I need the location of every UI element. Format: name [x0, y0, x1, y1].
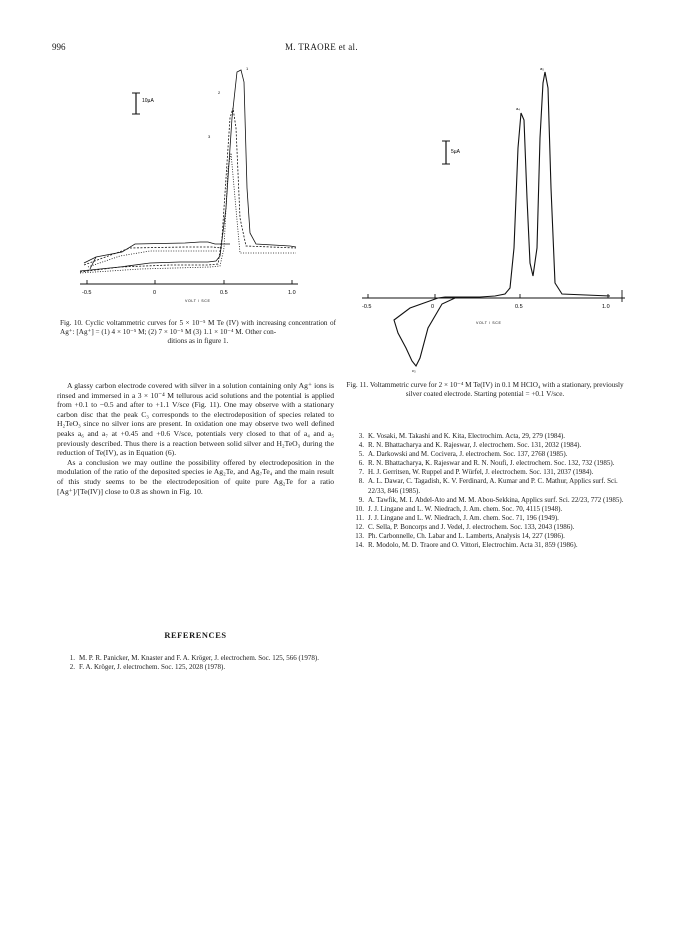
fig11-x-tick-4: 1.0 — [602, 304, 610, 310]
fig11-x-tick-2: 0 — [431, 304, 435, 310]
reference-item — [346, 514, 626, 523]
reference-item — [346, 541, 626, 550]
fig10-x-tick-2: 0 — [153, 290, 157, 296]
reference-number: 3. — [358, 432, 364, 440]
fig11-scale-bar — [442, 141, 461, 164]
reference-item — [346, 468, 626, 477]
fig11-caption: Fig. 11. Voltammetric curve for 2 × 10⁻⁴ M Te(IV) in 0.1 M HClO₄ with a stationary, previously silver coated electrode. Starting potential = +0.1 V/sce. — [346, 381, 624, 399]
fig10-caption-line1: Fig. 10. Cyclic voltammetric curves for 5 × 10⁻⁵ M Te (IV) with increasing concentration of Ag⁺: [Ag⁺] = (1) 4 × 10⁻⁵ M; (2) 7 × 10⁻⁵ M (3) 1.1 × 10⁻⁴ M. Other con- — [60, 319, 336, 337]
fig10-curve-label-2: 2 — [218, 90, 221, 95]
reference-text: R. N. Bhattacharya, K. Rajeswar and R. N. Noufi, J. electrochem. Soc. 132, 732 (1985). — [368, 459, 615, 468]
fig11-scale-label: 5µA — [451, 149, 460, 155]
fig10-curve-label-1: 1 — [246, 66, 249, 71]
fig10-x-tick-4: 1.0 — [288, 290, 296, 296]
fig11-peak-label-a5: a₅ — [540, 66, 544, 71]
reference-item — [346, 459, 626, 468]
reference-number: 8. — [358, 477, 364, 486]
reference-text: J. J. Lingane and L. W. Niedrach, J. Am. chem. Soc. 71, 196 (1949). — [368, 513, 559, 522]
fig10-scale-bar — [132, 93, 154, 114]
reference-number: 4. — [358, 441, 364, 450]
reference-item — [346, 432, 626, 441]
reference-item — [346, 450, 626, 459]
reference-text: A. L. Dawar, C. Tagadish, K. V. Ferdinard, A. Kumar and P. C. Mathur, Applics surf. Sci. 22/33, 846 (1985). — [368, 477, 618, 495]
reference-text: A. Tawfik, M. I. Abdel-Ato and M. M. Abou-Sekkina, Applics surf. Sci. 22/23, 772 (1985). — [368, 495, 624, 504]
figure-10 — [60, 58, 340, 313]
reference-number: 7. — [358, 468, 364, 477]
fig10-x-axis-title: VOLT / SCE — [185, 299, 211, 303]
reference-text: Ph. Carbonnelle, Ch. Labar and L. Lamberts, Analysis 14, 227 (1986). — [368, 532, 565, 541]
fig10-x-tick-3: 0.5 — [220, 290, 228, 296]
fig10-curves — [80, 70, 296, 273]
reference-number: 10. — [355, 504, 364, 513]
reference-item — [346, 523, 626, 532]
reference-number: 12. — [355, 522, 364, 531]
references-right — [346, 432, 626, 550]
reference-number: 9. — [358, 495, 364, 504]
body-paragraph-1: A glassy carbon electrode covered with silver in a solution containing only Ag⁺ ions is rinsed and immersed in a 3 × 10⁻⁴ M tellurous acid solutions and the potential is applied from +0.1 to −0.5 and after to +1.1 V/sce (Fig. 11). One may observe with a stationary carbon disc that the peak C₃ corresponds to the electrodeposition of species related to H₂TeO₃ since no silver ions are present. In oxidation one may observe two well defined peaks a₆ and a₇ at +0.45 and +0.6 V/sce, potentials very closed to that of a₄ and a₅ previously described. Thus there is a reaction between solid silver and H₂TeO₃ during the reduction of Te(IV), as in Equation (6). — [57, 381, 334, 458]
reference-text: J. J. Lingane and L. W. Niedrach, J. Am. chem. Soc. 70, 4115 (1948). — [368, 504, 563, 513]
reference-item — [57, 654, 334, 663]
reference-item — [346, 532, 626, 541]
reference-text: R. Modolo, M. D. Traore and O. Vittori, Electrochim. Acta 31, 859 (1986). — [368, 541, 578, 550]
reference-text: F. A. Kröger, J. electrochem. Soc. 125, 2028 (1978). — [79, 663, 226, 672]
reference-item — [346, 505, 626, 514]
reference-item — [346, 441, 626, 450]
fig11-x-axis-title: VOLT / SCE — [476, 321, 502, 325]
fig10-scale-label: 10µA — [142, 98, 154, 104]
reference-number: 1. — [69, 654, 75, 662]
reference-number: 14. — [355, 541, 364, 550]
fig11-peak-label-a4: a₄ — [516, 106, 520, 111]
reference-text: M. P. R. Panicker, M. Knaster and F. A. Kröger, J. electrochem. Soc. 125, 566 (1978). — [79, 654, 319, 662]
references-heading: REFERENCES — [164, 631, 227, 640]
reference-item — [346, 477, 626, 495]
reference-text: C. Sella, P. Boncorps and J. Vedel, J. electrochem. Soc. 133, 2043 (1986). — [368, 522, 575, 531]
reference-number: 2. — [69, 663, 75, 672]
reference-item — [57, 663, 334, 672]
references-left — [57, 654, 334, 672]
fig11-x-tick-1: -0.5 — [362, 304, 372, 310]
fig11-curve — [394, 72, 610, 366]
body-paragraph-2: As a conclusion we may outline the possibility offered by electrodeposition in the modulation of the ratio of the deposited species ie Ag₂Te, and Ag₇Te₄ and the main result of this study seems to be the electrodeposition of quite pure Ag₂Te for a ratio [Ag⁺]/[Te(IV)] close to 0.8 as shown in Fig. 10. — [57, 457, 334, 496]
fig10-x-tick-1: -0.5 — [82, 290, 92, 296]
fig10-caption — [60, 319, 336, 347]
reference-text: K. Vosaki, M. Takashi and K. Kita, Electrochim. Acta, 29, 279 (1984). — [368, 432, 566, 440]
fig10-caption-line2: ditions as in figure 1. — [167, 337, 229, 346]
reference-item — [346, 496, 626, 505]
reference-number: 6. — [358, 459, 364, 468]
fig11-x-tick-3: 0.5 — [515, 304, 523, 310]
figure-11 — [350, 58, 630, 378]
reference-number: 5. — [358, 450, 364, 459]
reference-number: 13. — [355, 532, 364, 541]
page-number: 996 — [52, 42, 66, 52]
running-title: M. TRAORE et al. — [285, 42, 358, 52]
reference-text: H. J. Gerritsen, W. Ruppel and P. Würfel, J. electrochem. Soc. 131, 2037 (1984). — [368, 468, 594, 477]
reference-number: 11. — [355, 513, 364, 522]
body-text — [57, 381, 334, 496]
fig10-curve-label-3: 3 — [208, 134, 211, 139]
fig10-x-axis — [80, 280, 298, 284]
reference-text: A. Darkowski and M. Cocivera, J. electrochem. Soc. 137, 2768 (1985). — [368, 450, 568, 459]
reference-text: R. N. Bhattacharya and K. Rajeswar, J. electrochem. Soc. 131, 2032 (1984). — [368, 441, 582, 450]
fig11-peak-label-c3: c₃ — [412, 368, 416, 373]
